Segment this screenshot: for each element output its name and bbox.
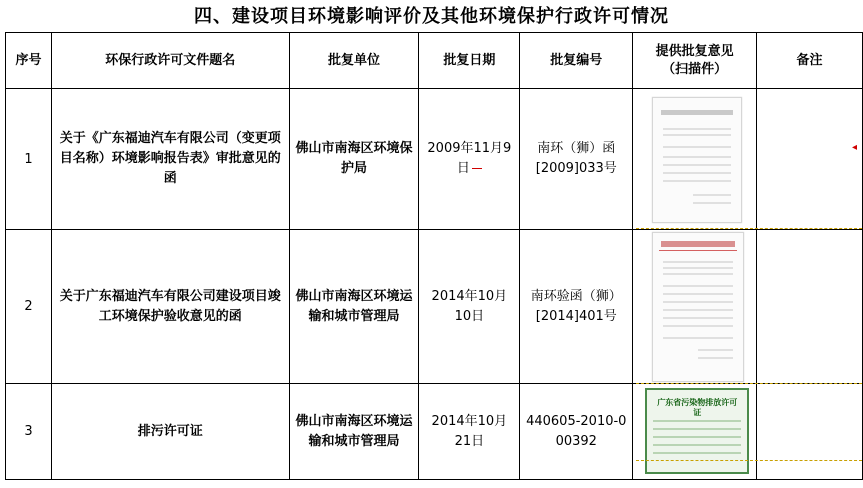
table-row [6,384,863,480]
cell-seq: 3 [6,384,52,480]
header-unit: 批复单位 [289,33,419,89]
cell-scan [633,89,757,230]
anchor-line [636,383,862,384]
cell-scan [633,384,757,480]
date-text: 2009年11月9日 [427,141,512,176]
cell-seq: 1 [6,89,52,230]
cell-unit: 佛山市南海区环境运输和城市管理局 [289,384,419,480]
cell-number: 440605-2010-000392 [520,384,633,480]
cell-date: 2014年10月10日 [419,230,520,384]
header-doc-title: 环保行政许可文件题名 [51,33,289,89]
header-seq: 序号 [6,33,52,89]
cell-unit: 佛山市南海区环境保护局 [289,89,419,230]
header-date: 批复日期 [419,33,520,89]
cell-note [757,230,863,384]
cell-unit: 佛山市南海区环境运输和城市管理局 [289,230,419,384]
cell-number: 南环验函（狮）[2014]401号 [520,230,633,384]
anchor-line [636,460,862,461]
cell-seq: 2 [6,230,52,384]
header-scan-line1: 提供批复意见 [655,43,734,59]
cell-number: 南环（狮）函[2009]033号 [520,89,633,230]
header-note: 备注 [757,33,863,89]
permit-table [5,32,863,480]
header-scan [633,33,757,89]
cell-doc-title: 排污许可证 [51,384,289,480]
cell-date [419,89,520,230]
anchor-marker-icon: ◂ [852,142,858,153]
page-title: 四、建设项目环境影响评价及其他环境保护行政许可情况 [194,6,669,27]
license-caption: 广东省污染物排放许可证 [657,398,738,417]
cell-note [757,384,863,480]
cell-note [757,89,863,230]
scanned-document-thumbnail[interactable] [652,232,744,382]
cell-doc-title: 关于广东福迪汽车有限公司建设项目竣工环境保护验收意见的函 [51,230,289,384]
scanned-document-thumbnail[interactable] [652,97,742,223]
red-mark [472,168,482,169]
header-scan-line2: （扫描件） [662,61,728,77]
cell-date: 2014年10月21日 [419,384,520,480]
header-number: 批复编号 [520,33,633,89]
header-row [6,33,863,89]
cell-scan [633,230,757,384]
cell-doc-title: 关于《广东福迪汽车有限公司（变更项目名称）环境影响报告表》审批意见的函 [51,89,289,230]
anchor-line [636,228,862,229]
license-thumbnail[interactable] [645,388,749,474]
table-row [6,89,863,230]
table-row [6,230,863,384]
